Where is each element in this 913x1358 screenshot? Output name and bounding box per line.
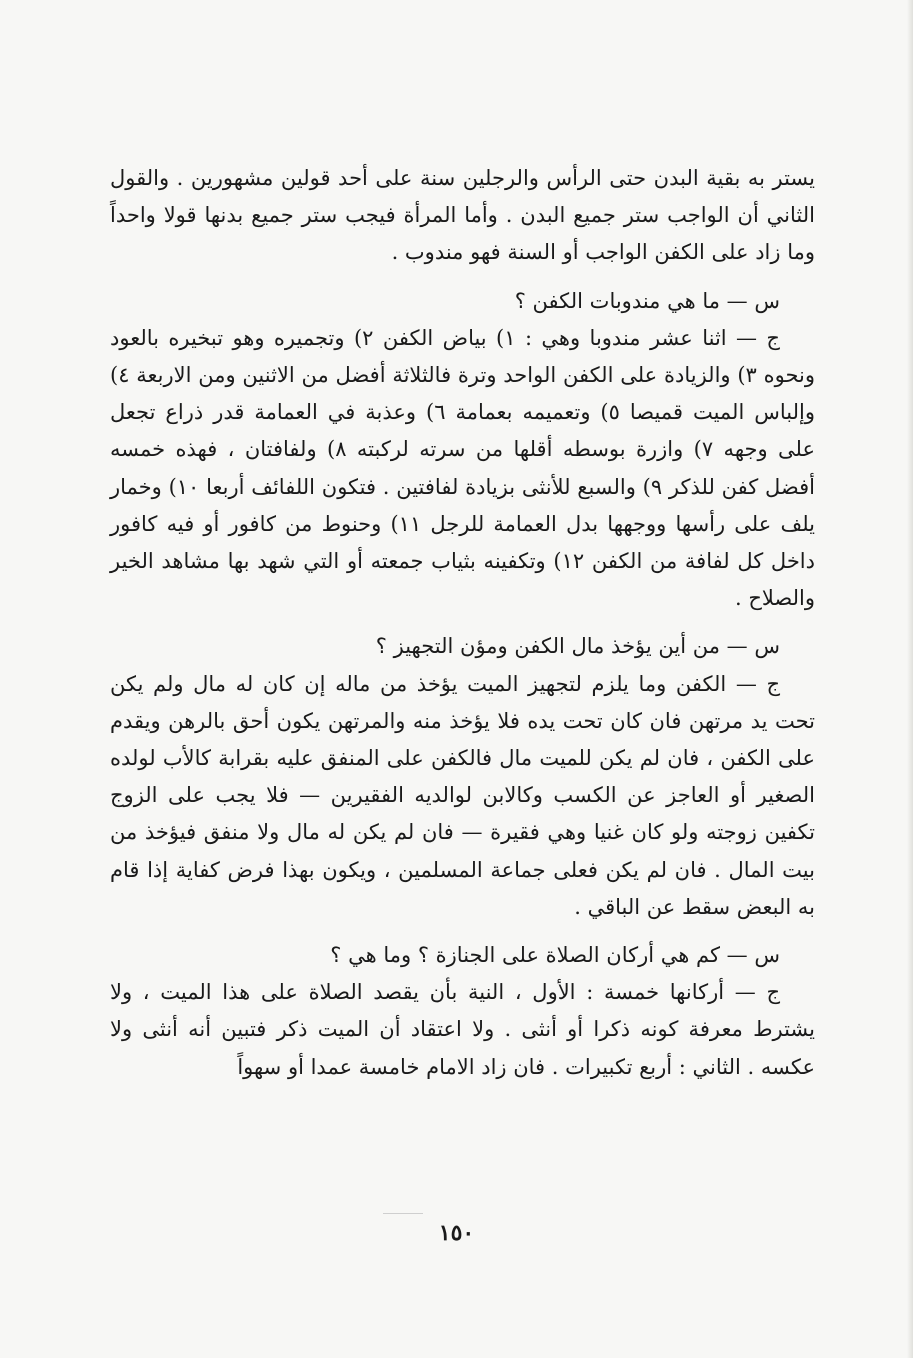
question-1: س — ما هي مندوبات الكفن ؟ bbox=[514, 288, 780, 313]
answer-1: ج — اثنا عشر مندوبا وهي : ١) بياض الكفن ٢) وتجميره وهو تبخيره بالعود ونحوه ٣) والزيادة على الكفن الواحد وترة فالثلاثة أفضل من الاثنين ومن الاربعة ٤) وإلباس الميت قميصا ٥) وتعميمه بعمامة ٦) وعذبة في العمامة قدر ذراع تجعل على وجهه ٧) وازرة بوسطه أقلها من سرته لركبته ٨) ولفافتان ، فهذه خمسه أفضل كفن للذكر ٩) والسبع للأنثى بزيادة لفافتين . فتكون اللفائف أربعا ١٠) وخمار يلف على رأسها ووجهها بدل العمامة للرجل ١١) وحنوط من كافور أو فيه كافور داخل كل لفافة من الكفن ١٢) وتكفينه بثياب جمعته أو التي شهد بها مشاهد الخير والصلاح . bbox=[110, 325, 816, 611]
intro-paragraph: يستر به بقية البدن حتى الرأس والرجلين سنة على أحد قولين مشهورين . والقول الثاني أن الواجب ستر جميع البدن . وأما المرأة فيجب ستر جميع بدنها قولا واحداً وما زاد على الكفن الواجب أو السنة فهو مندوب . bbox=[110, 166, 815, 265]
question-2: س — من أين يؤخذ مال الكفن ومؤن التجهيز ؟ bbox=[375, 634, 780, 659]
page-edge-shadow bbox=[907, 0, 913, 1358]
answer-2: ج — الكفن وما يلزم لتجهيز الميت يؤخذ من ماله إن كان له مال ولم يكن تحت يد مرتهن فان كان تحت يده فلا يؤخذ منه والمرتهن يكون أحق بالرهن ويقدم على الكفن ، فان لم يكن للميت مال فالكفن على المنفق عليه بقرابة كالأب لولده الصغير أو العاجز عن الكسب وكالابن لوالديه الفقيرين — فلا يجب على الزوج تكفين زوجته ولو كان غنيا وهي فقيرة — فان لم يكن له مال ولا منفق فيؤخذ من بيت المال . فان لم يكن فعلى جماعة المسلمين ، ويكون بهذا فرض كفاية إذا قام به البعض سقط عن الباقي . bbox=[110, 671, 815, 919]
question-3: س — كم هي أركان الصلاة على الجنازة ؟ وما هي ؟ bbox=[330, 943, 780, 968]
page-number: ١٥٠ bbox=[438, 1220, 475, 1246]
answer-3: ج — أركانها خمسة : الأول ، النية بأن يقصد الصلاة على هذا الميت ، ولا يشترط معرفة كونه ذكرا أو أنثى . ولا اعتقاد أن الميت ذكر فتبين أنه أنثى ولا عكسه . الثاني : أربع تكبيرات . فان زاد الامام خامسة عمدا أو سهواً bbox=[110, 980, 815, 1079]
footer-divider bbox=[383, 1213, 423, 1214]
page-body bbox=[110, 160, 815, 1086]
